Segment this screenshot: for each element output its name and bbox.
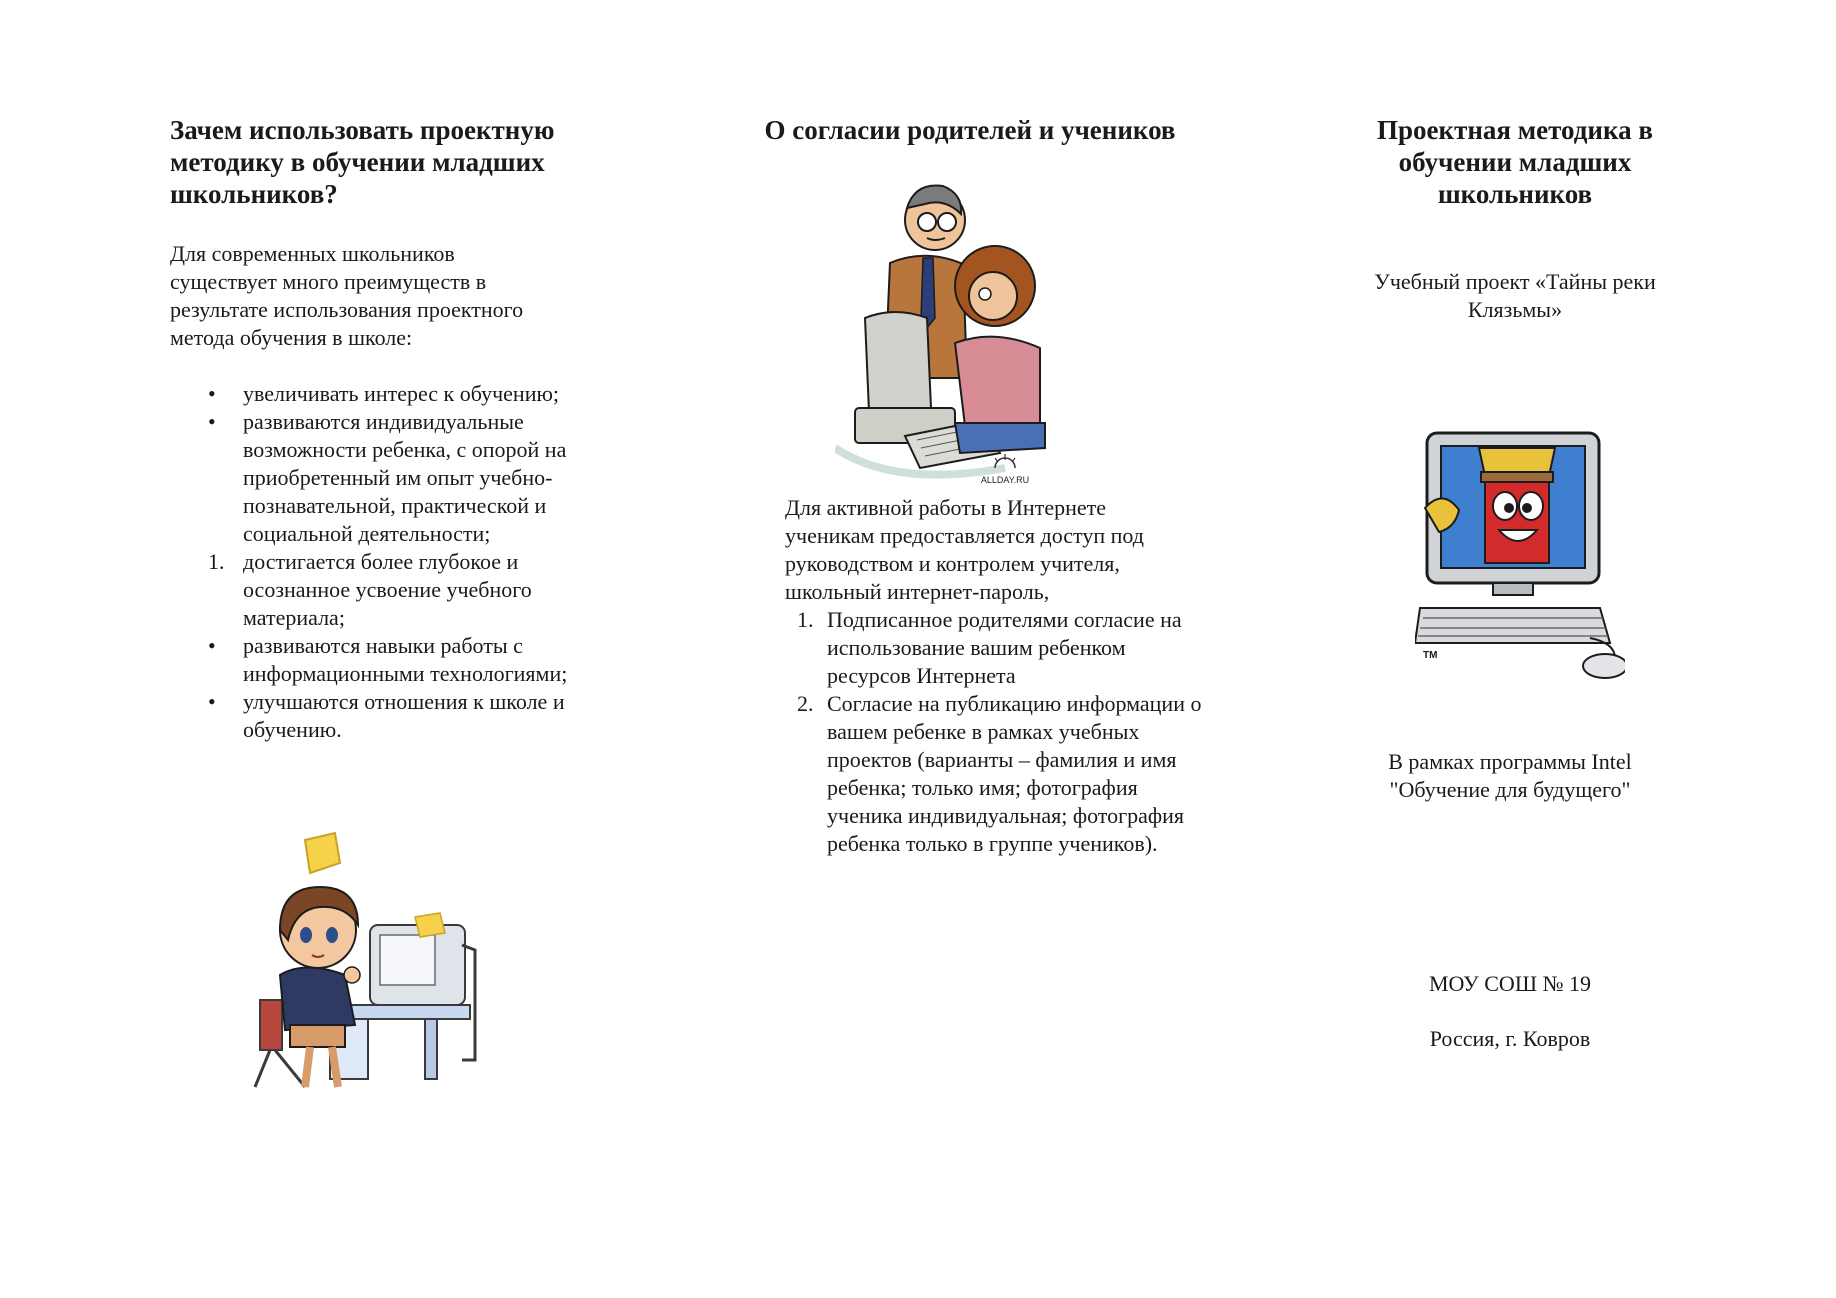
middle-intro-paragraph: Для активной работы в Интернете ученикам предоставляется доступ под руководством и контролем учителя, школьный интернет-пароль,: [785, 495, 1144, 604]
consent-list: [785, 606, 1205, 858]
list-marker: 2.: [797, 691, 814, 716]
left-intro-paragraph: Для современных школьников существует много преимуществ в результате использования проектного метода обучения в школе:: [170, 241, 524, 350]
list-item: [170, 548, 590, 632]
list-item: [170, 408, 590, 548]
girl-at-computer-illustration: [250, 825, 480, 1095]
list-item: [170, 380, 590, 408]
list-item-text: развиваются индивидуальные возможности ребенка, с опорой на приобретенный им опыт учебно-познавательной, практической и социальной деятельности;: [243, 409, 567, 546]
list-marker: •: [208, 633, 216, 658]
teacher-and-student-illustration: [835, 168, 1065, 488]
list-item: [170, 632, 590, 688]
watermark-text: ALLDAY.RU: [980, 475, 1030, 485]
list-marker: 1.: [208, 549, 225, 574]
program-caption: В рамках программы Intel "Обучение для будущего": [1388, 749, 1632, 802]
right-heading: Проектная методика в обучении младших школьников: [1377, 115, 1653, 209]
computer-mascot-illustration: [1415, 428, 1625, 688]
list-item-text: Согласие на публикацию информации о вашем ребенке в рамках учебных проектов (варианты – фамилия и имя ребенка; только имя; фотография ученика индивидуальная; фотография ребенка только в группе учеников).: [827, 691, 1202, 856]
benefits-list: [170, 380, 590, 744]
list-item-text: Подписанное родителями согласие на использование вашим ребенком ресурсов Интернета: [827, 607, 1182, 688]
list-marker: •: [208, 381, 216, 406]
list-item: [785, 606, 1205, 690]
left-heading: Зачем использовать проектную методику в обучении младших школьников?: [170, 115, 555, 209]
list-item-text: улучшаются отношения к школе и обучению.: [243, 689, 565, 742]
list-item-text: увеличивать интерес к обучению;: [243, 381, 560, 406]
list-item: [170, 688, 590, 744]
middle-heading: О согласии родителей и учеников: [764, 115, 1176, 145]
list-item-text: достигается более глубокое и осознанное усвоение учебного материала;: [243, 549, 532, 630]
location: Россия, г. Ковров: [1429, 1026, 1591, 1051]
list-item-text: развиваются навыки работы с информационными технологиями;: [243, 633, 568, 686]
list-item: [785, 690, 1205, 858]
trademark-text: TM: [1423, 650, 1438, 661]
list-marker: 1.: [797, 607, 814, 632]
school-name: МОУ СОШ № 19: [1428, 971, 1592, 996]
list-marker: •: [208, 689, 216, 714]
project-name: Учебный проект «Тайны реки Клязьмы»: [1374, 269, 1656, 322]
list-marker: •: [208, 409, 216, 434]
